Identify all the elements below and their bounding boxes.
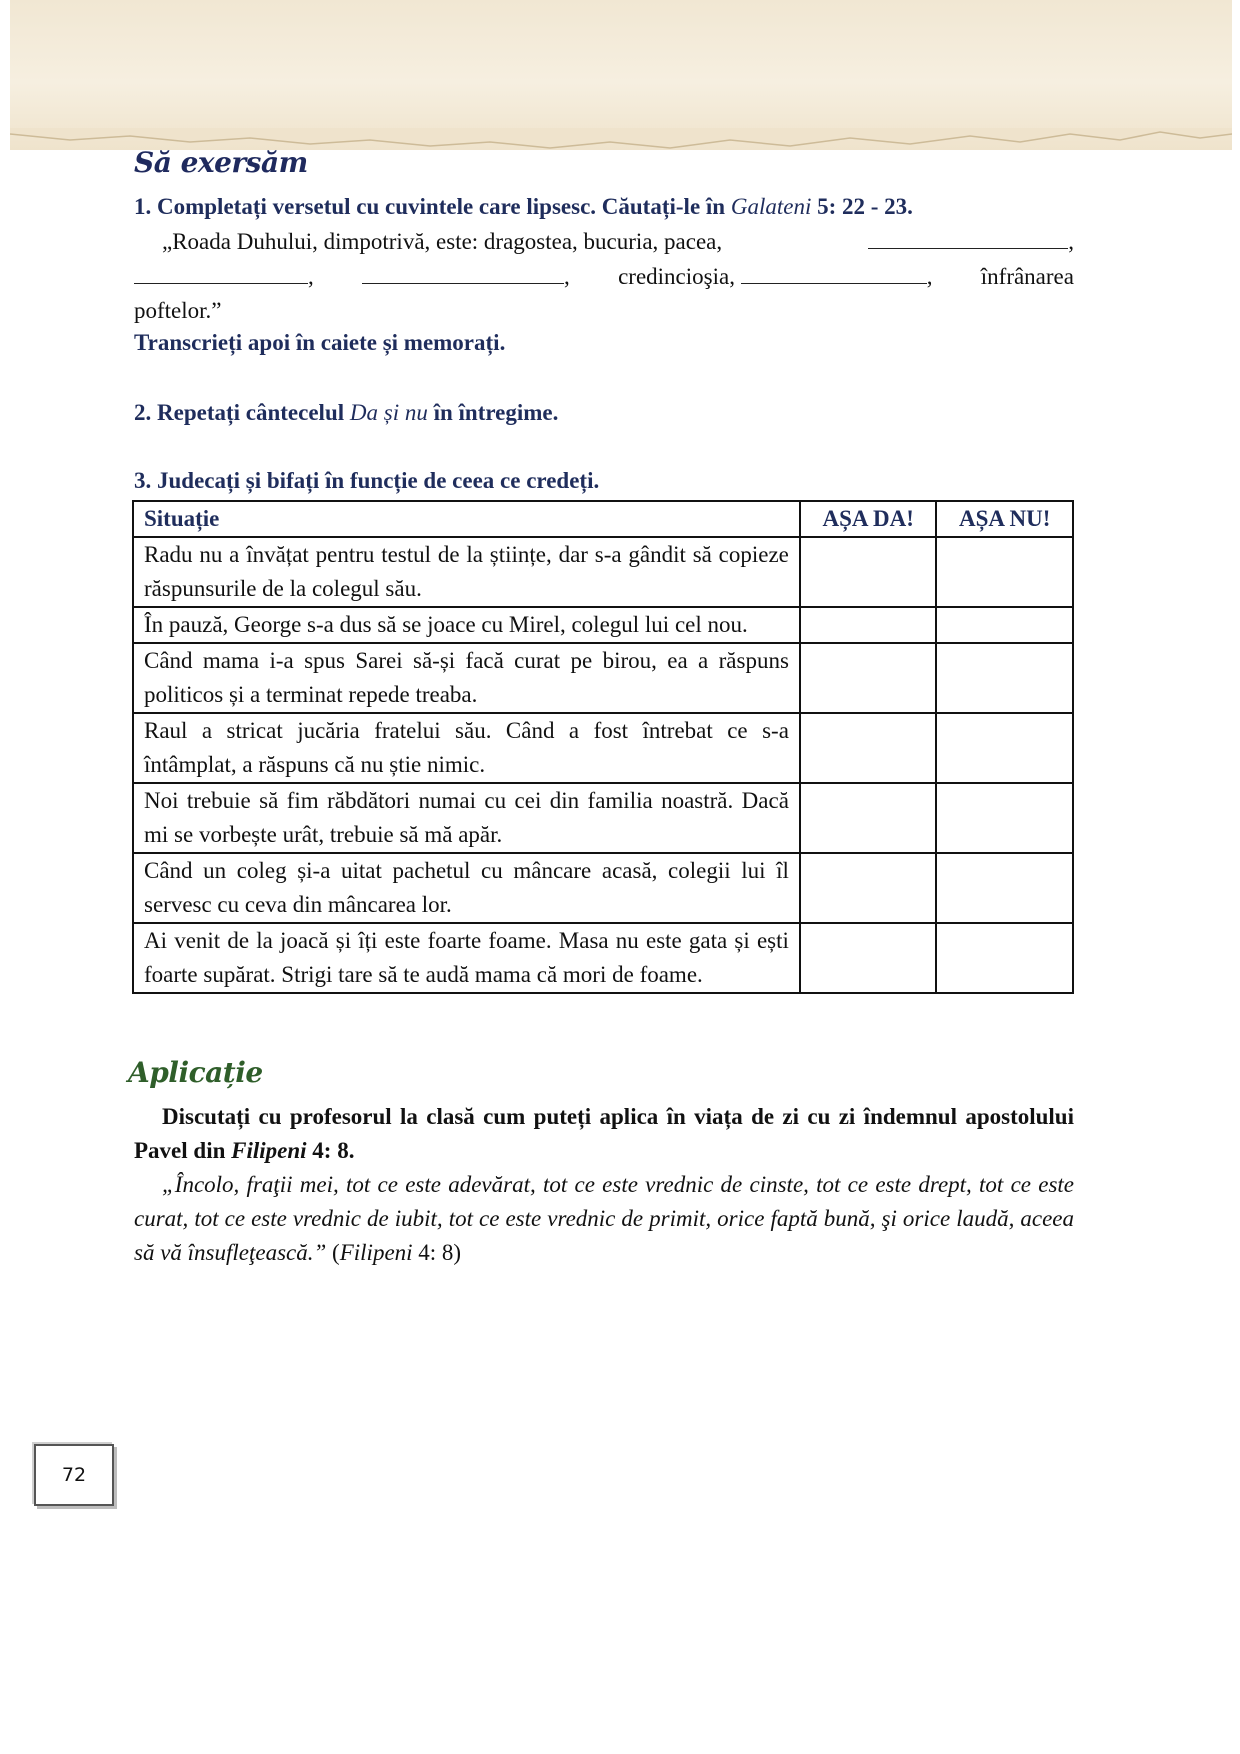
table-row xyxy=(133,853,1073,923)
check-cell-no[interactable] xyxy=(936,853,1073,923)
check-cell-yes[interactable] xyxy=(800,537,937,607)
check-cell-yes[interactable] xyxy=(800,713,937,783)
table-row xyxy=(133,783,1073,853)
table-row xyxy=(133,643,1073,713)
verse-line-2: , , credincioşia, , înfrânarea xyxy=(134,259,1074,294)
check-cell-no[interactable] xyxy=(936,923,1073,993)
check-cell-no[interactable] xyxy=(936,643,1073,713)
situation-cell: Radu nu a învățat pentru testul de la științe, dar s-a gândit să copieze răspunsurile de la colegul său. xyxy=(133,537,800,607)
exercise-1-instruction: Transcrieți apoi în caiete și memorați. xyxy=(134,330,506,355)
column-header-situation: Situație xyxy=(133,501,800,537)
verse-line-3: poftelor.” xyxy=(134,298,222,323)
situation-cell: Raul a stricat jucăria fratelui său. Când a fost întrebat ce s-a întâmplat, a răspuns că nu știe nimic. xyxy=(133,713,800,783)
situation-cell: Ai venit de la joacă și îți este foarte foame. Masa nu este gata și ești foarte supărat. Strigi tare să te audă mama că mori de foame. xyxy=(133,923,800,993)
exercise-1-title: 1. Completați versetul cu cuvintele care lipsesc. Căutați-le în Galateni 5: 22 - 23. xyxy=(134,194,913,219)
reference-galateni: Galateni xyxy=(730,194,812,219)
check-cell-no[interactable] xyxy=(936,713,1073,783)
table-row xyxy=(133,713,1073,783)
table-header-row xyxy=(133,501,1073,537)
application-intro: Discutați cu profesorul la clasă cum puteți aplica în viața de zi cu zi îndemnul apostolului Pavel din Filipeni 4: 8. xyxy=(134,1104,1074,1163)
check-cell-yes[interactable] xyxy=(800,923,937,993)
bible-quote: „Încolo, fraţii mei, tot ce este adevărat, tot ce este vrednic de cinste, tot ce este drept, tot ce este curat, tot ce este vrednic de iubit, tot ce este vrednic de primit, orice faptă bună, şi orice laudă, aceea să vă însufleţească.” (Filipeni 4: 8) xyxy=(134,1172,1074,1265)
blank-field-2[interactable] xyxy=(134,259,308,284)
blank-field-1[interactable] xyxy=(868,224,1068,249)
page-number: 72 xyxy=(34,1444,114,1506)
blank-field-4[interactable] xyxy=(741,259,927,284)
check-cell-no[interactable] xyxy=(936,607,1073,643)
verse-fill-in xyxy=(134,224,1074,328)
check-cell-yes[interactable] xyxy=(800,783,937,853)
check-cell-no[interactable] xyxy=(936,537,1073,607)
column-header-no: AȘA NU! xyxy=(936,501,1073,537)
situation-cell: Când mama i-a spus Sarei să-și facă curat pe birou, ea a răspuns politicos și a terminat repede treaba. xyxy=(133,643,800,713)
section-heading-exersam: Să exersăm xyxy=(134,146,308,179)
check-cell-no[interactable] xyxy=(936,783,1073,853)
check-cell-yes[interactable] xyxy=(800,643,937,713)
check-cell-yes[interactable] xyxy=(800,853,937,923)
situation-cell: Noi trebuie să fim răbdători numai cu cei din familia noastră. Dacă mi se vorbește urât, trebuie să mă apăr. xyxy=(133,783,800,853)
exercise-3-title: 3. Judecați și bifați în funcție de ceea ce credeți. xyxy=(134,468,600,493)
table-row xyxy=(133,537,1073,607)
blank-field-3[interactable] xyxy=(362,259,564,284)
application-text xyxy=(134,1100,1074,1270)
table-row xyxy=(133,607,1073,643)
situation-cell: În pauză, George s-a dus să se joace cu Mirel, colegul lui cel nou. xyxy=(133,607,800,643)
reference-filipeni: Filipeni xyxy=(231,1138,307,1163)
column-header-yes: AȘA DA! xyxy=(800,501,937,537)
check-cell-yes[interactable] xyxy=(800,607,937,643)
exercise-2-title: 2. Repetați cântecelul Da și nu în întregime. xyxy=(134,400,559,425)
table-row xyxy=(133,923,1073,993)
quote-reference: Filipeni xyxy=(339,1240,413,1265)
situation-cell: Când un coleg și-a uitat pachetul cu mâncare acasă, colegii lui îl servesc cu ceva din mâncarea lor. xyxy=(133,853,800,923)
song-title: Da și nu xyxy=(349,400,428,425)
section-heading-aplicatie: Aplicație xyxy=(128,1056,263,1089)
verse-line-1: „Roada Duhului, dimpotrivă, este: dragostea, bucuria, pacea, , xyxy=(134,224,1074,259)
situations-table xyxy=(132,500,1074,994)
